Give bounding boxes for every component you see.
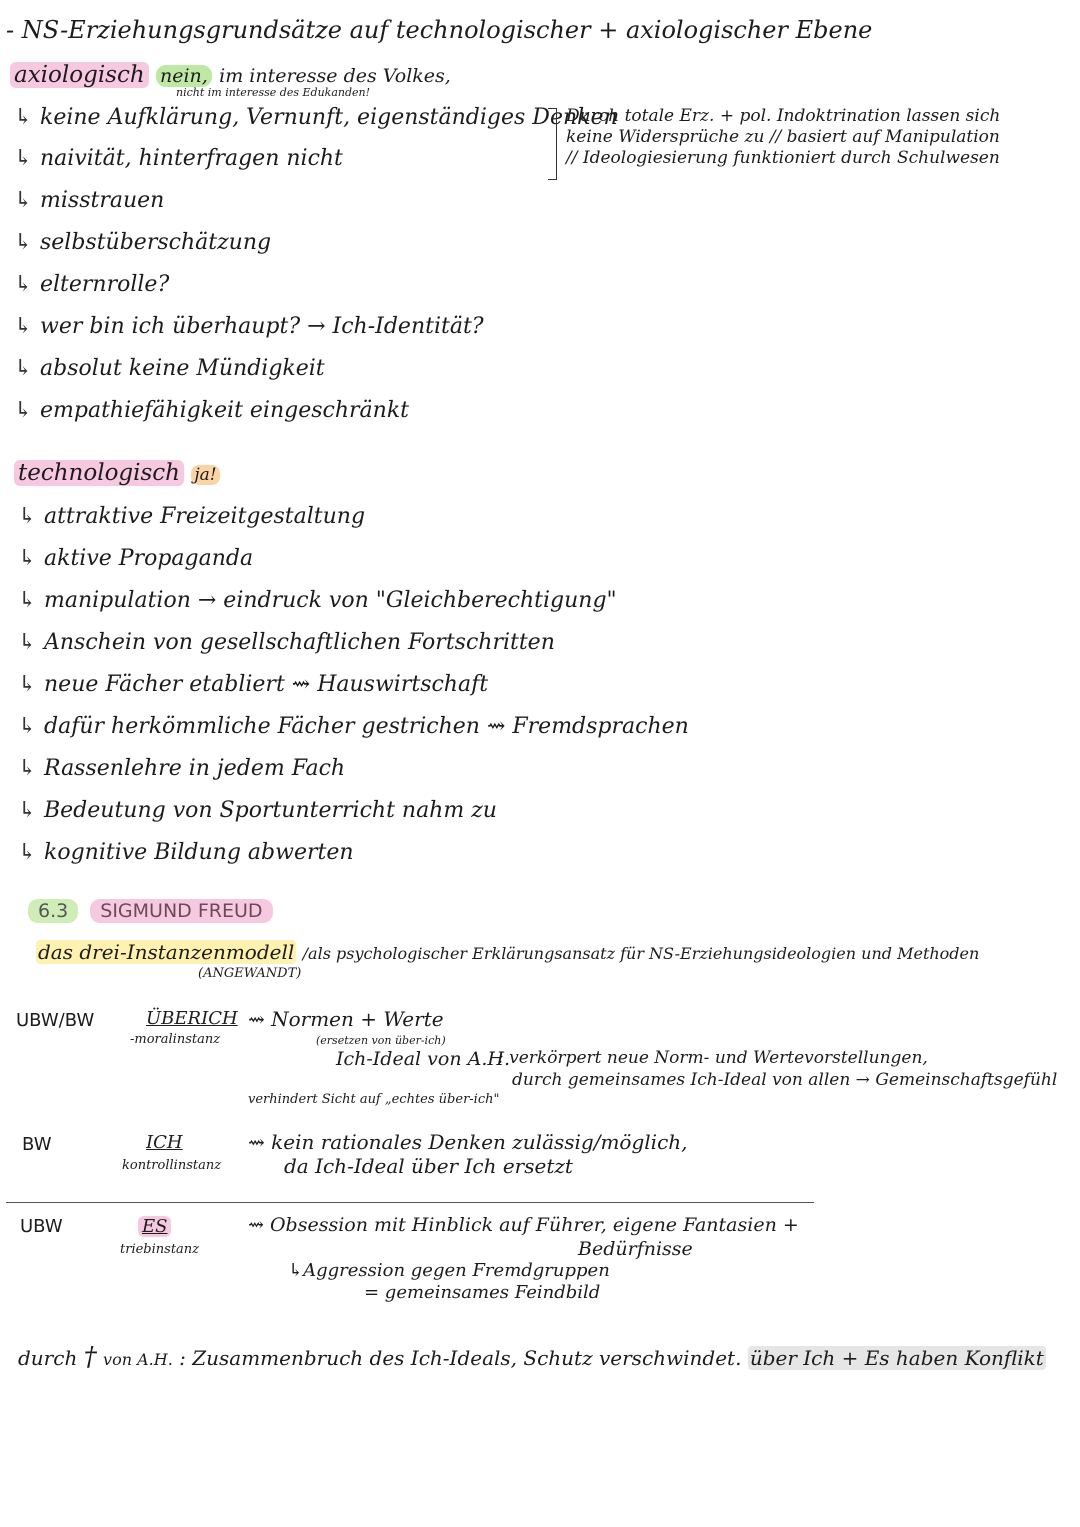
- conclusion-prefix: durch: [18, 1346, 78, 1370]
- ueberich-replaced: (ersetzen von über-ich): [316, 1034, 446, 1047]
- arrow-icon: ↳: [14, 105, 33, 130]
- technological-item: ↳ Anschein von gesellschaftlichen Fortschritten: [18, 630, 555, 655]
- arrow-icon: ↳: [14, 356, 33, 381]
- ich-sub: kontrollinstanz: [122, 1158, 222, 1173]
- ueberich-desc: ⇝ Normen + Werte: [248, 1007, 444, 1031]
- technological-item: ↳ attraktive Freizeitgestaltung: [18, 504, 366, 529]
- ich-level: BW: [22, 1134, 52, 1155]
- axiological-sub-note: nicht im interesse des Edukanden!: [176, 86, 371, 99]
- arrow-icon: ↳: [14, 146, 33, 171]
- conclusion-text-b: : Zusammenbruch des Ich-Ideals, Schutz verschwindet.: [179, 1346, 742, 1370]
- ueberich-name: ÜBERICH: [146, 1008, 238, 1029]
- divider-line: [6, 1202, 814, 1203]
- ueberich-ideal-desc1: : verkörpert neue Norm- und Wertevorstellungen,: [498, 1048, 928, 1068]
- axiological-answer-rest: im interesse des Volkes,: [219, 65, 451, 87]
- technological-item: ↳ kognitive Bildung abwerten: [18, 840, 354, 865]
- section-title: SIGMUND FREUD: [90, 899, 272, 923]
- axiological-item: ↳ wer bin ich überhaupt? → Ich-Identität?: [14, 314, 484, 339]
- arrow-icon: ↳: [18, 630, 37, 655]
- model-desc: /als psychologischer Erklärungsansatz für NS-Erziehungsideologien und Methoden: [302, 944, 980, 963]
- page-title: - NS-Erziehungsgrundsätze auf technologischer + axiologischer Ebene: [6, 16, 873, 44]
- technological-heading: technologisch: [14, 460, 184, 486]
- axiological-item: ↳ selbstüberschätzung: [14, 230, 272, 255]
- arrow-icon: ↳: [288, 1260, 304, 1281]
- arrow-icon: ↳: [14, 188, 33, 213]
- section-number: 6.3: [28, 899, 78, 923]
- es-desc3: = gemeinsames Feindbild: [364, 1282, 601, 1303]
- axiological-item: ↳ empathiefähigkeit eingeschränkt: [14, 398, 409, 423]
- ich-name: ICH: [146, 1132, 183, 1153]
- technological-item: ↳ Rassenlehre in jedem Fach: [18, 756, 346, 781]
- technological-item: ↳ manipulation → eindruck von "Gleichberechtigung": [18, 588, 617, 613]
- arrow-icon: ↳: [18, 672, 37, 697]
- es-desc1: ⇝ Obsession mit Hinblick auf Führer, eigene Fantasien +: [248, 1214, 799, 1236]
- ueberich-prevents: verhindert Sicht auf „echtes über-ich": [248, 1092, 500, 1107]
- ueberich-sub: -moralinstanz: [130, 1032, 221, 1047]
- arrow-icon: ↳: [14, 230, 33, 255]
- arrow-icon: ↳: [18, 546, 37, 571]
- conclusion-text-c: über Ich + Es haben Konflikt: [749, 1346, 1044, 1370]
- section-header: [28, 900, 273, 922]
- arrow-icon: ↳: [14, 272, 33, 297]
- axiological-item: ↳ elternrolle?: [14, 272, 170, 297]
- arrow-icon: ↳: [18, 504, 37, 529]
- axiological-heading-row: [10, 62, 451, 88]
- ueberich-level: UBW/BW: [16, 1010, 95, 1031]
- es-name: ES: [138, 1216, 171, 1237]
- ich-desc2: da Ich-Ideal über Ich ersetzt: [284, 1154, 573, 1178]
- arrow-icon: ↳: [14, 314, 33, 339]
- technological-item: ↳ aktive Propaganda: [18, 546, 254, 571]
- model-name: das drei-Instanzenmodell: [38, 940, 295, 964]
- arrow-icon: ↳: [18, 840, 37, 865]
- technological-item: ↳ Bedeutung von Sportunterricht nahm zu: [18, 798, 497, 823]
- conclusion: [18, 1342, 1046, 1372]
- es-sub: triebinstanz: [120, 1242, 200, 1257]
- axiological-heading: axiologisch: [10, 62, 149, 88]
- axiological-item: ↳ keine Aufklärung, Vernunft, eigenständiges Denken: [14, 105, 618, 130]
- cross-icon: †: [83, 1342, 97, 1372]
- axiological-item: ↳ naivität, hinterfragen nicht: [14, 146, 343, 171]
- conclusion-text-a: von A.H.: [103, 1350, 173, 1369]
- ueberich-ideal: Ich-Ideal von A.H.: [336, 1048, 510, 1070]
- side-note-bracket: [548, 108, 557, 180]
- side-note: Durch totale Erz. + pol. Indoktrination lassen sich keine Widersprüche zu // basiert auf Manipulation // Ideologiesierung funktioniert durch Schulwesen: [566, 106, 1001, 168]
- model-line: [36, 940, 979, 964]
- ich-desc1: ⇝ kein rationales Denken zulässig/möglich,: [248, 1130, 688, 1154]
- es-desc1b: Bedürfnisse: [578, 1238, 693, 1260]
- technological-answer: ja!: [191, 465, 219, 485]
- technological-item: ↳ neue Fächer etabliert ⇝ Hauswirtschaft: [18, 672, 489, 697]
- axiological-answer: nein,: [156, 65, 212, 87]
- arrow-icon: ↳: [18, 588, 37, 613]
- es-desc2: ↳Aggression gegen Fremdgruppen: [288, 1260, 610, 1281]
- arrow-icon: ↳: [18, 714, 37, 739]
- axiological-item: ↳ misstrauen: [14, 188, 165, 213]
- axiological-item: ↳ absolut keine Mündigkeit: [14, 356, 325, 381]
- arrow-icon: ↳: [14, 398, 33, 423]
- ueberich-ideal-desc2: durch gemeinsames Ich-Ideal von allen → Gemeinschaftsgefühl: [512, 1070, 1058, 1090]
- es-level: UBW: [20, 1216, 63, 1237]
- technological-item: ↳ dafür herkömmliche Fächer gestrichen ⇝ Fremdsprachen: [18, 714, 689, 739]
- arrow-icon: ↳: [18, 756, 37, 781]
- model-applied: (ANGEWANDT): [198, 966, 302, 981]
- arrow-icon: ↳: [18, 798, 37, 823]
- bullet-dash: -: [6, 16, 22, 44]
- technological-heading-row: [14, 460, 220, 486]
